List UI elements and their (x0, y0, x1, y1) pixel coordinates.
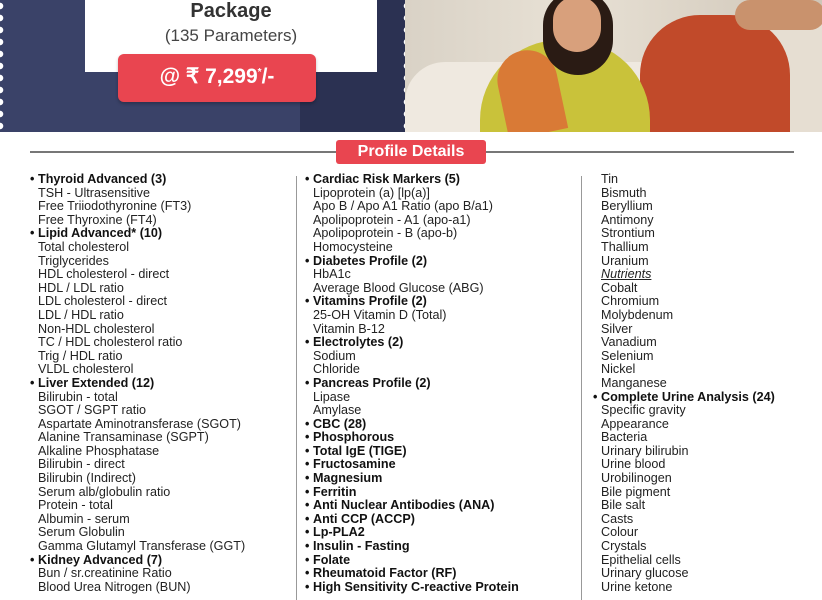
test-item: Cobalt (601, 280, 638, 295)
test-group-heading: • Diabetes Profile (2) (305, 255, 575, 269)
test-group-heading: • High Sensitivity C-reactive Protein (305, 581, 575, 595)
test-item: Alkaline Phosphatase (38, 443, 160, 458)
column-divider (581, 176, 582, 600)
test-group-heading: • Ferritin (305, 486, 575, 500)
test-item: Nutrients (601, 267, 652, 282)
test-item: Bile salt (601, 498, 646, 513)
test-item: Bilirubin - total (38, 389, 118, 404)
price-suffix: /- (261, 65, 275, 88)
test-item: Free Triiodothyronine (FT3) (38, 199, 192, 214)
test-group-heading: • Electrolytes (2) (305, 336, 575, 350)
test-group-heading: • Thyroid Advanced (3) (30, 173, 292, 187)
test-item: Blood Urea Nitrogen (BUN) (38, 579, 191, 594)
test-item: Molybdenum (601, 307, 674, 322)
test-item: Serum alb/globulin ratio (38, 484, 171, 499)
test-item: TSH - Ultrasensitive (38, 185, 150, 200)
test-item: LDL cholesterol - direct (38, 294, 168, 309)
test-item: Triglycerides (38, 253, 109, 268)
test-item: Urinary glucose (601, 566, 689, 581)
test-item: Silver (601, 321, 633, 336)
test-item: TC / HDL cholesterol ratio (38, 335, 183, 350)
test-item: Lipoprotein (a) [lp(a)] (313, 185, 430, 200)
test-item: Urinary bilirubin (601, 443, 689, 458)
test-item: Vitamin B-12 (313, 321, 385, 336)
test-item: Aspartate Aminotransferase (SGOT) (38, 416, 241, 431)
test-group-heading: • Pancreas Profile (2) (305, 377, 575, 391)
test-item: Colour (601, 525, 639, 540)
price-asterisk: * (257, 67, 262, 78)
test-item: Bun / sr.creatinine Ratio (38, 566, 172, 581)
man-figure (640, 15, 790, 132)
test-group-heading: • Liver Extended (12) (30, 377, 292, 391)
price-amount: @ ₹ 7,299 (159, 65, 258, 88)
test-group-heading: • Folate (305, 554, 575, 568)
test-group-heading: • Complete Urine Analysis (24) (593, 391, 822, 405)
test-item: Antimony (601, 212, 654, 227)
family-photo (405, 0, 822, 132)
test-item: Chromium (601, 294, 660, 309)
test-item: Apolipoprotein - A1 (apo-a1) (313, 212, 471, 227)
test-item: Chloride (313, 362, 360, 377)
test-item: HbA1c (313, 267, 351, 282)
test-item: HDL cholesterol - direct (38, 267, 170, 282)
test-item: Thallium (601, 239, 649, 254)
test-item: Beryllium (601, 199, 653, 214)
test-item: Apolipoprotein - B (apo-b) (313, 226, 458, 241)
test-column-2 (305, 173, 575, 594)
test-item: Appearance (601, 416, 669, 431)
test-item: Apo B / Apo A1 Ratio (apo B/a1) (313, 199, 493, 214)
test-item: HDL / LDL ratio (38, 280, 124, 295)
test-group-heading: • Magnesium (305, 472, 575, 486)
test-item: Alanine Transaminase (SGPT) (38, 430, 209, 445)
test-item: Homocysteine (313, 239, 393, 254)
test-group-heading: • Anti CCP (ACCP) (305, 513, 575, 527)
test-group-heading: • Cardiac Risk Markers (5) (305, 173, 575, 187)
test-item: SGOT / SGPT ratio (38, 403, 147, 418)
test-item: Total cholesterol (38, 239, 130, 254)
test-item: Crystals (601, 539, 647, 554)
test-item: 25-OH Vitamin D (Total) (313, 307, 447, 322)
test-group-heading: • Lp-PLA2 (305, 526, 575, 540)
package-banner (0, 0, 822, 132)
test-group-heading: • Kidney Advanced (7) (30, 554, 292, 568)
test-item: Bacteria (601, 430, 648, 445)
test-column-3 (593, 173, 822, 594)
package-title: Package (190, 0, 272, 22)
test-item: Bilirubin (Indirect) (38, 471, 136, 486)
price-tag[interactable] (118, 54, 316, 102)
test-group-heading: • Fructosamine (305, 458, 575, 472)
test-group-heading: • Anti Nuclear Antibodies (ANA) (305, 499, 575, 513)
scallop-edge-left (0, 0, 8, 132)
test-item: Serum Globulin (38, 525, 125, 540)
test-item: LDL / HDL ratio (38, 307, 124, 322)
test-item: Urine blood (601, 457, 666, 472)
test-column-1 (30, 173, 292, 594)
man-arm (735, 0, 822, 30)
test-group-heading: • Vitamins Profile (2) (305, 295, 575, 309)
test-item: Strontium (601, 226, 655, 241)
test-group-heading: • Total IgE (TIGE) (305, 445, 575, 459)
test-item: Trig / HDL ratio (38, 348, 123, 363)
test-item: Free Thyroxine (FT4) (38, 212, 157, 227)
test-item: Nickel (601, 362, 636, 377)
test-item: Non-HDL cholesterol (38, 321, 155, 336)
test-item: Uranium (601, 253, 649, 268)
test-item: Specific gravity (601, 403, 686, 418)
test-item: VLDL cholesterol (38, 362, 134, 377)
column-divider (296, 176, 297, 600)
test-item: Sodium (313, 348, 356, 363)
test-item: Average Blood Glucose (ABG) (313, 280, 484, 295)
test-group-heading: • Rheumatoid Factor (RF) (305, 567, 575, 581)
test-group-heading: • Phosphorous (305, 431, 575, 445)
test-item: Amylase (313, 403, 362, 418)
test-group-heading: • Insulin - Fasting (305, 540, 575, 554)
package-parameters: (135 Parameters) (164, 26, 298, 45)
test-item: Vanadium (601, 335, 657, 350)
test-item: Tin (601, 172, 619, 186)
test-item: Gamma Glutamyl Transferase (GGT) (38, 539, 246, 554)
test-group-heading: • CBC (28) (305, 418, 575, 432)
test-item: Lipase (313, 389, 351, 404)
profile-details-heading: Profile Details (336, 140, 486, 164)
test-item: Selenium (601, 348, 654, 363)
test-item: Bilirubin - direct (38, 457, 125, 472)
test-item: Manganese (601, 375, 667, 390)
test-item: Bismuth (601, 185, 647, 200)
test-item: Urobilinogen (601, 471, 672, 486)
test-item: Bile pigment (601, 484, 671, 499)
woman-face (553, 0, 601, 52)
test-item: Albumin - serum (38, 511, 130, 526)
test-item: Protein - total (38, 498, 113, 513)
test-group-heading: • Lipid Advanced* (10) (30, 227, 292, 241)
test-item: Casts (601, 511, 634, 526)
test-item: Urine ketone (601, 579, 673, 594)
test-item: Epithelial cells (601, 552, 681, 567)
